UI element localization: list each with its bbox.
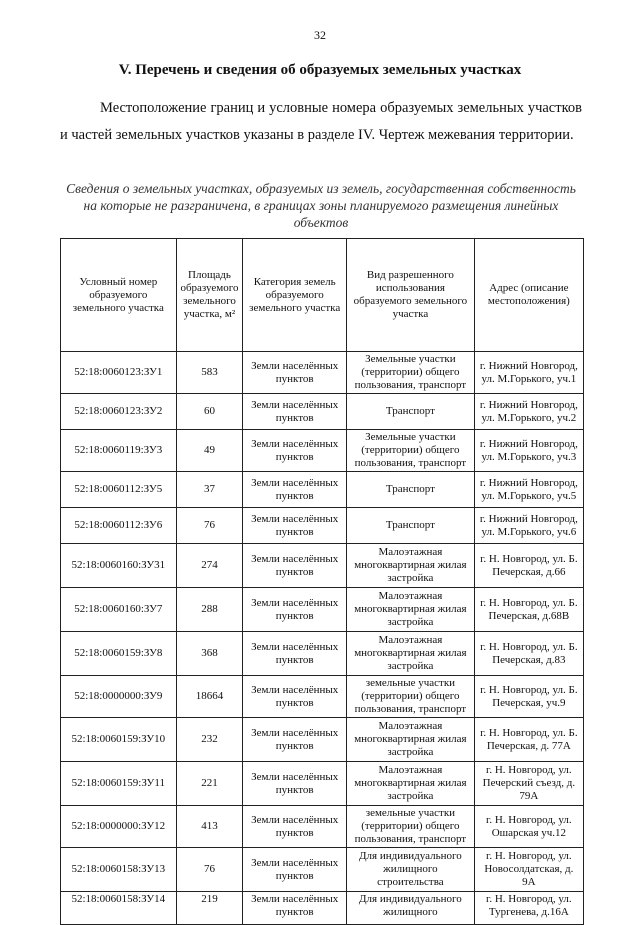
cell-address: г. Нижний Новгород, ул. М.Горького, уч.6 [474,508,583,544]
cell-number: 52:18:0060160:ЗУ7 [61,588,177,632]
cell-number: 52:18:0060119:ЗУ3 [61,430,177,472]
table-row [61,544,584,588]
cell-number: 52:18:0060159:ЗУ8 [61,632,177,676]
cell-address: г. Нижний Новгород, ул. М.Горького, уч.1 [474,352,583,394]
cell-use: Земельные участки (территории) общего пользования, транспорт [347,430,475,472]
table-body [61,352,584,925]
cell-number: 52:18:0060112:ЗУ6 [61,508,177,544]
cell-use: Транспорт [347,472,475,508]
table-row [61,430,584,472]
cell-use: Малоэтажная многоквартирная жилая застройка [347,544,475,588]
cell-area: 76 [176,848,243,892]
table-header-row [61,239,584,352]
table-caption: Сведения о земельных участках, образуемых из земель, государственная собственность на которые не разграничена, в границах зоны планируемого размещения линейных объектов [66,181,576,230]
cell-area: 37 [176,472,243,508]
cell-use: Малоэтажная многоквартирная жилая застройка [347,718,475,762]
cell-area: 221 [176,762,243,806]
cell-number: 52:18:0060159:ЗУ11 [61,762,177,806]
cell-number: 52:18:0000000:ЗУ12 [61,806,177,848]
cell-area: 18664 [176,676,243,718]
cell-area: 219 [176,892,243,925]
header-cell-number: Условный номер образуемого земельного участка [61,239,177,352]
cell-category: Земли населённых пунктов [243,632,347,676]
cell-area: 60 [176,394,243,430]
cell-area: 583 [176,352,243,394]
cell-address: г. Н. Новгород, ул. Печерский съезд, д. 79А [474,762,583,806]
table-row [61,508,584,544]
cell-address: г. Нижний Новгород, ул. М.Горького, уч.5 [474,472,583,508]
cell-category: Земли населённых пунктов [243,472,347,508]
table-row [61,588,584,632]
cell-category: Земли населённых пунктов [243,430,347,472]
land-plots-table [60,238,584,925]
cell-use: земельные участки (территории) общего пользования, транспорт [347,676,475,718]
cell-category: Земли населённых пунктов [243,508,347,544]
cell-category: Земли населённых пунктов [243,806,347,848]
section-heading: V. Перечень и сведения об образуемых земельных участках [118,62,522,78]
cell-address: г. Н. Новгород, ул. Б. Печерская, уч.9 [474,676,583,718]
cell-use: Земельные участки (территории) общего пользования, транспорт [347,352,475,394]
table-row [61,352,584,394]
header-cell-address: Адрес (описание местоположения) [474,239,583,352]
cell-use: Транспорт [347,508,475,544]
page-number: 32 [314,28,326,42]
cell-address: г. Н. Новгород, ул. Ошарская уч.12 [474,806,583,848]
intro-paragraph: Местоположение границ и условные номера образуемых земельных участков и частей земельных участков указаны в разделе IV. Чертеж межевания территории. [60,100,582,143]
table-row [61,848,584,892]
header-cell-area: Площадь образуемого земельного участка, м² [176,239,243,352]
cell-number: 52:18:0060160:ЗУ31 [61,544,177,588]
cell-category: Земли населённых пунктов [243,588,347,632]
cell-address: г. Нижний Новгород, ул. М.Горького, уч.2 [474,394,583,430]
table-row [61,718,584,762]
cell-number: 52:18:0060158:ЗУ13 [61,848,177,892]
cell-use: Транспорт [347,394,475,430]
header-cell-use: Вид разрешенного использования образуемого земельного участка [347,239,475,352]
cell-area: 49 [176,430,243,472]
table-row [61,676,584,718]
cell-area: 368 [176,632,243,676]
table-row [61,472,584,508]
cell-use: Для индивидуального жилищного строительства [347,848,475,892]
cell-address: г. Н. Новгород, ул. Б. Печерская, д.68В [474,588,583,632]
cell-area: 413 [176,806,243,848]
cell-category: Земли населённых пунктов [243,762,347,806]
cell-category: Земли населённых пунктов [243,544,347,588]
cell-area: 288 [176,588,243,632]
cell-area: 76 [176,508,243,544]
table-row [61,394,584,430]
cell-address: г. Нижний Новгород, ул. М.Горького, уч.3 [474,430,583,472]
cell-number: 52:18:0060112:ЗУ5 [61,472,177,508]
cell-category: Земли населённых пунктов [243,848,347,892]
cell-address: г. Н. Новгород, ул. Тургенева, д.16А [474,892,583,925]
cell-area: 274 [176,544,243,588]
cell-number: 52:18:0060123:ЗУ1 [61,352,177,394]
cell-category: Земли населённых пунктов [243,352,347,394]
cell-number: 52:18:0060158:ЗУ14 [61,892,177,925]
cell-use: Малоэтажная многоквартирная жилая застройка [347,762,475,806]
cell-address: г. Н. Новгород, ул. Б. Печерская, д. 77А [474,718,583,762]
cell-number: 52:18:0060159:ЗУ10 [61,718,177,762]
cell-number: 52:18:0000000:ЗУ9 [61,676,177,718]
cell-use: Для индивидуального жилищного [347,892,475,925]
table-row [61,762,584,806]
cell-use: Малоэтажная многоквартирная жилая застройка [347,588,475,632]
cell-category: Земли населённых пунктов [243,892,347,925]
cell-category: Земли населённых пунктов [243,676,347,718]
cell-address: г. Н. Новгород, ул. Новосолдатская, д. 9А [474,848,583,892]
table-row [61,806,584,848]
cell-use: Малоэтажная многоквартирная жилая застройка [347,632,475,676]
cell-area: 232 [176,718,243,762]
cell-use: земельные участки (территории) общего пользования, транспорт [347,806,475,848]
table-row [61,892,584,925]
cell-address: г. Н. Новгород, ул. Б. Печерская, д.66 [474,544,583,588]
cell-number: 52:18:0060123:ЗУ2 [61,394,177,430]
cell-category: Земли населённых пунктов [243,394,347,430]
cell-address: г. Н. Новгород, ул. Б. Печерская, д.83 [474,632,583,676]
cell-category: Земли населённых пунктов [243,718,347,762]
table-row [61,632,584,676]
header-cell-category: Категория земель образуемого земельного участка [243,239,347,352]
